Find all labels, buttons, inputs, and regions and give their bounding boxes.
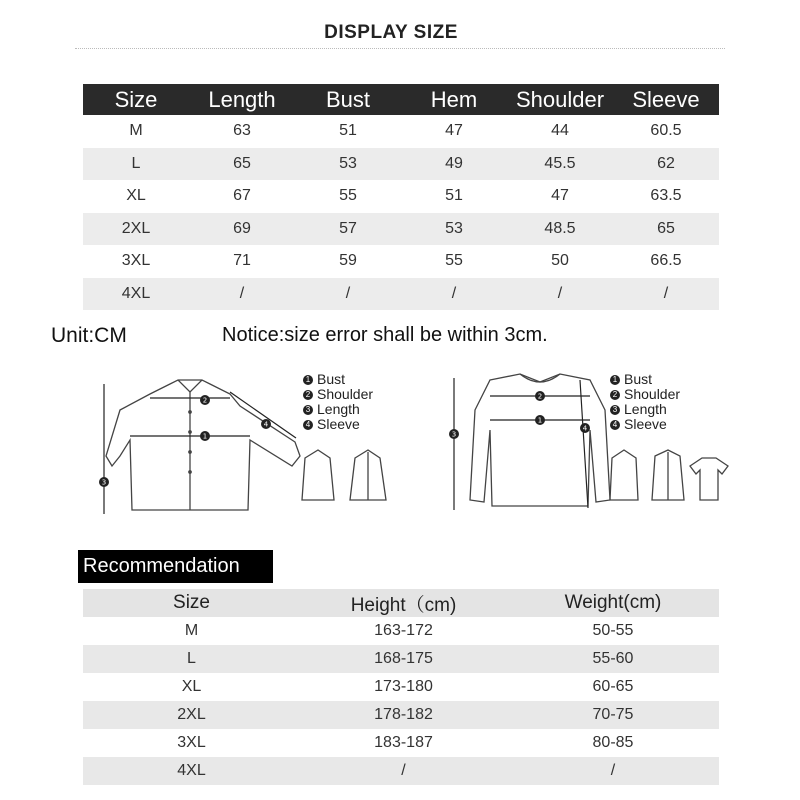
- size-table-cell: 69: [189, 213, 295, 246]
- size-table-cell: 65: [189, 148, 295, 181]
- number-3-icon: 3: [303, 405, 313, 415]
- size-table: [83, 84, 719, 310]
- size-table-cell: 53: [401, 213, 507, 246]
- recommendation-table-cell: 183-187: [374, 734, 433, 751]
- title-divider: [75, 48, 725, 49]
- size-table-header-cell: Bust: [295, 84, 401, 115]
- number-4-icon: 4: [303, 420, 313, 430]
- size-table-header-cell: Hem: [401, 84, 507, 115]
- size-table-header-cell: Length: [189, 84, 295, 115]
- size-table-cell: 59: [339, 252, 357, 270]
- size-table-row: [83, 115, 719, 148]
- size-table-cell: 55: [339, 187, 357, 205]
- recommendation-table-cell: 60-65: [592, 678, 634, 695]
- size-table-cell: 3XL: [121, 252, 151, 270]
- recommendation-table-cell: L: [83, 645, 300, 673]
- svg-text:2: 2: [537, 392, 543, 401]
- svg-text:3: 3: [101, 478, 107, 487]
- legend-left-item: [303, 402, 373, 417]
- recommendation-table: [83, 589, 719, 785]
- legend-left: [303, 372, 373, 432]
- recommendation-table-cell: 80-85: [592, 734, 634, 751]
- recommendation-table-row: [83, 701, 719, 729]
- recommendation-header-row: [83, 589, 719, 617]
- size-table-cell: 49: [401, 148, 507, 181]
- size-table-header-cell: Size: [83, 84, 189, 115]
- recommendation-table-cell: 163-172: [374, 622, 433, 639]
- size-table-header-cell: Sleeve: [613, 84, 719, 115]
- size-table-cell: 51: [445, 187, 463, 205]
- svg-text:1: 1: [202, 432, 208, 441]
- size-table-cell: M: [129, 122, 143, 140]
- notice-text: Notice:size error shall be within 3cm.: [222, 324, 548, 346]
- recommendation-table-row: [83, 673, 719, 701]
- size-table-cell: 4XL: [83, 278, 189, 311]
- size-table-cell: 48.5: [507, 213, 613, 246]
- legend-right-item: [610, 372, 680, 387]
- size-table-cell: /: [507, 278, 613, 311]
- number-3-icon: 3: [610, 405, 620, 415]
- size-table-cell: 47: [445, 122, 463, 140]
- legend-right: [610, 372, 680, 432]
- size-table-cell: L: [83, 148, 189, 181]
- legend-left-label: Shoulder: [317, 386, 374, 402]
- legend-right-label: Bust: [624, 371, 653, 387]
- svg-text:3: 3: [451, 430, 457, 439]
- size-table-cell: 66.5: [650, 252, 682, 270]
- legend-right-label: Shoulder: [624, 386, 681, 402]
- recommendation-table-cell: 4XL: [83, 757, 300, 785]
- legend-right-label: Sleeve: [624, 416, 667, 432]
- size-table-cell: /: [189, 278, 295, 311]
- number-2-icon: 2: [610, 390, 620, 400]
- size-table-row: [83, 148, 719, 181]
- recommendation-table-cell: /: [300, 757, 507, 785]
- size-table-cell: 63.5: [650, 187, 682, 205]
- recommendation-table-row: [83, 757, 719, 785]
- recommendation-table-cell: 2XL: [83, 701, 300, 729]
- size-table-cell: 45.5: [507, 148, 613, 181]
- size-table-cell: XL: [126, 187, 146, 205]
- recommendation-table-header-cell: Size: [83, 589, 300, 617]
- unit-label: Unit:CM: [51, 324, 127, 347]
- size-table-cell: 51: [339, 122, 357, 140]
- legend-right-item: [610, 417, 680, 432]
- size-table-row: [83, 245, 719, 278]
- recommendation-table-cell: 3XL: [177, 734, 206, 751]
- size-table-cell: 60.5: [650, 122, 682, 140]
- number-2-icon: 2: [303, 390, 313, 400]
- number-4-icon: 4: [610, 420, 620, 430]
- recommendation-table-cell: 173-180: [374, 678, 433, 695]
- legend-left-item: [303, 387, 373, 402]
- recommendation-table-cell: 55-60: [507, 645, 719, 673]
- size-table-cell: 63: [233, 122, 251, 140]
- recommendation-table-row: [83, 617, 719, 645]
- recommendation-table-row: [83, 729, 719, 757]
- size-table-cell: 44: [551, 122, 569, 140]
- recommendation-table-cell: M: [184, 622, 199, 639]
- size-table-cell: 47: [551, 187, 569, 205]
- recommendation-table-header-cell: Height（cm): [300, 589, 507, 617]
- size-table-cell: 2XL: [83, 213, 189, 246]
- size-table-header-cell: Shoulder: [507, 84, 613, 115]
- size-table-cell: /: [613, 278, 719, 311]
- size-table-cell: 62: [613, 148, 719, 181]
- recommendation-table-header-cell: Weight(cm): [507, 589, 719, 617]
- page-title: DISPLAY SIZE: [324, 22, 458, 43]
- svg-text:2: 2: [202, 396, 208, 405]
- legend-right-label: Length: [624, 401, 667, 417]
- recommendation-table-cell: 70-75: [507, 701, 719, 729]
- size-table-cell: /: [401, 278, 507, 311]
- size-table-cell: 71: [233, 252, 251, 270]
- size-table-cell: 53: [295, 148, 401, 181]
- recommendation-title: Recommendation: [78, 550, 273, 583]
- size-table-cell: 55: [445, 252, 463, 270]
- recommendation-table-cell: /: [507, 757, 719, 785]
- size-table-row: [83, 278, 719, 311]
- size-table-cell: 57: [295, 213, 401, 246]
- legend-right-item: [610, 402, 680, 417]
- recommendation-table-cell: XL: [181, 678, 202, 695]
- recommendation-table-cell: 178-182: [300, 701, 507, 729]
- legend-left-label: Sleeve: [317, 416, 360, 432]
- size-table-cell: /: [295, 278, 401, 311]
- size-table-row: [83, 180, 719, 213]
- recommendation-table-cell: 168-175: [300, 645, 507, 673]
- svg-text:1: 1: [537, 416, 543, 425]
- recommendation-table-cell: 50-55: [592, 622, 634, 639]
- size-table-row: [83, 213, 719, 246]
- recommendation-table-row: [83, 645, 719, 673]
- legend-left-label: Bust: [317, 371, 346, 387]
- number-1-icon: 1: [610, 375, 620, 385]
- size-table-cell: 50: [551, 252, 569, 270]
- legend-left-item: [303, 372, 373, 387]
- legend-left-item: [303, 417, 373, 432]
- svg-text:4: 4: [582, 424, 588, 433]
- size-table-header-row: [83, 84, 719, 115]
- number-1-icon: 1: [303, 375, 313, 385]
- size-table-cell: 67: [233, 187, 251, 205]
- size-table-cell: 65: [613, 213, 719, 246]
- legend-left-label: Length: [317, 401, 360, 417]
- legend-right-item: [610, 387, 680, 402]
- svg-text:4: 4: [263, 420, 269, 429]
- sweater-measurement-diagram: [440, 370, 750, 530]
